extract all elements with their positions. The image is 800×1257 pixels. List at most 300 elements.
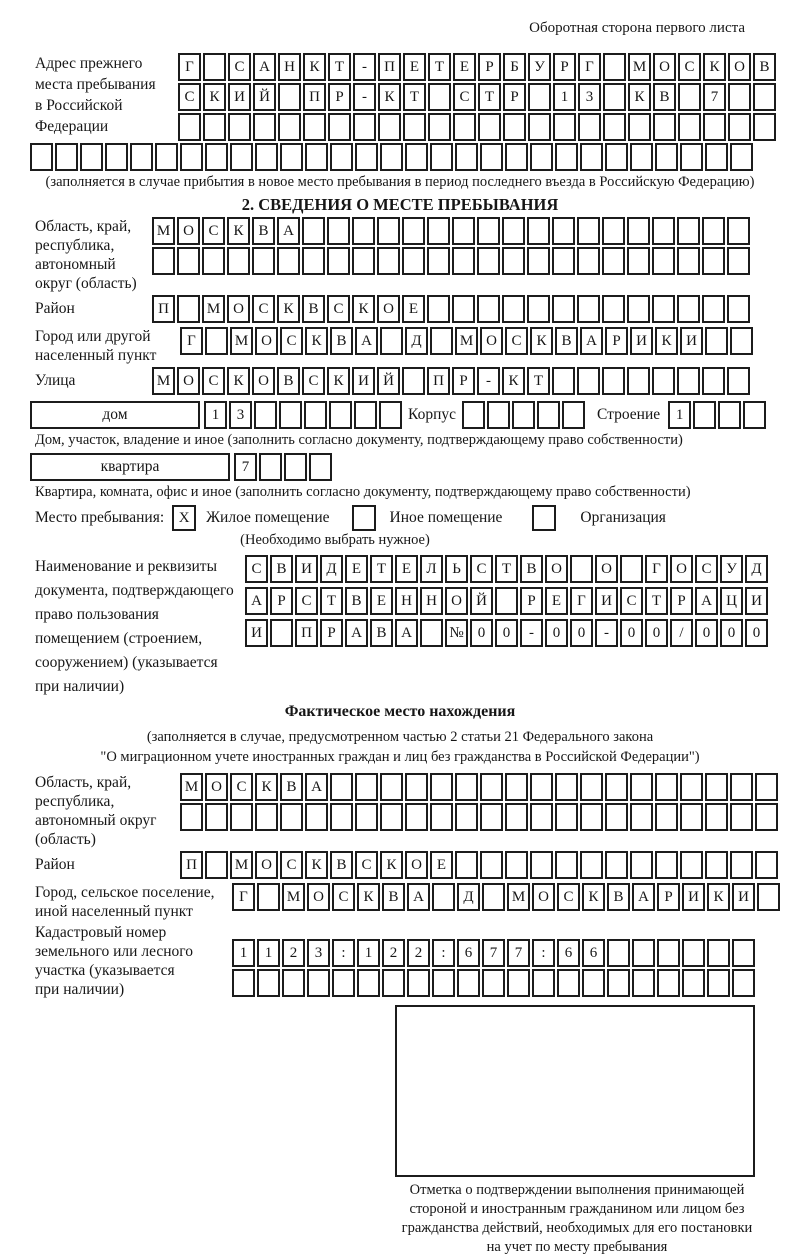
char-box[interactable]: Е [430,851,453,879]
char-box[interactable] [730,327,753,355]
char-box[interactable]: И [745,587,768,615]
char-box[interactable] [377,217,400,245]
char-box[interactable] [732,939,755,967]
char-box[interactable]: 1 [204,401,227,429]
char-box[interactable]: : [532,939,555,967]
char-box[interactable]: П [427,367,450,395]
char-box[interactable] [682,969,705,997]
char-box[interactable]: В [302,295,325,323]
char-box[interactable] [379,401,402,429]
char-box[interactable]: К [227,367,250,395]
char-box[interactable]: Р [320,619,343,647]
char-box[interactable] [607,939,630,967]
char-box[interactable] [427,217,450,245]
char-box[interactable] [305,803,328,831]
char-box[interactable]: Е [395,555,418,583]
char-box[interactable] [252,247,275,275]
char-box[interactable] [503,113,526,141]
char-box[interactable]: / [670,619,693,647]
char-box[interactable] [254,401,277,429]
char-box[interactable] [259,453,282,481]
char-box[interactable] [330,773,353,801]
char-box[interactable] [528,113,551,141]
char-box[interactable]: Г [180,327,203,355]
char-box[interactable] [427,295,450,323]
char-box[interactable] [203,53,226,81]
checkbox-organizatsiya[interactable] [532,505,556,531]
char-box[interactable]: К [327,367,350,395]
char-box[interactable]: О [405,851,428,879]
char-box[interactable] [743,401,766,429]
char-box[interactable] [632,939,655,967]
char-box[interactable] [655,803,678,831]
char-box[interactable] [755,773,778,801]
char-box[interactable] [603,113,626,141]
char-box[interactable] [655,851,678,879]
char-box[interactable] [728,113,751,141]
char-box[interactable]: 7 [234,453,257,481]
char-box[interactable]: А [253,53,276,81]
char-box[interactable]: В [330,327,353,355]
char-box[interactable]: М [202,295,225,323]
char-box[interactable]: И [732,883,755,911]
char-box[interactable]: С [355,851,378,879]
char-box[interactable] [678,83,701,111]
char-box[interactable] [430,143,453,171]
char-box[interactable]: Д [320,555,343,583]
char-box[interactable]: М [152,217,175,245]
char-box[interactable]: Ц [720,587,743,615]
char-box[interactable]: В [607,883,630,911]
char-box[interactable] [332,969,355,997]
char-box[interactable]: Т [328,53,351,81]
char-box[interactable]: Р [520,587,543,615]
char-box[interactable]: Т [645,587,668,615]
char-box[interactable] [702,217,725,245]
char-box[interactable] [353,113,376,141]
char-box[interactable]: С [453,83,476,111]
char-box[interactable] [705,803,728,831]
char-box[interactable]: Ь [445,555,468,583]
char-box[interactable] [703,113,726,141]
char-box[interactable] [680,143,703,171]
char-box[interactable] [727,295,750,323]
char-box[interactable] [552,247,575,275]
char-box[interactable] [80,143,103,171]
char-box[interactable]: С [230,773,253,801]
char-box[interactable] [693,401,716,429]
char-box[interactable]: 0 [545,619,568,647]
char-box[interactable] [452,217,475,245]
char-box[interactable]: К [255,773,278,801]
char-box[interactable] [652,217,675,245]
char-box[interactable] [505,773,528,801]
char-box[interactable] [55,143,78,171]
char-box[interactable]: В [555,327,578,355]
char-box[interactable] [455,803,478,831]
char-box[interactable]: О [252,367,275,395]
char-box[interactable] [753,83,776,111]
char-box[interactable] [355,143,378,171]
char-box[interactable]: К [227,217,250,245]
char-box[interactable]: П [152,295,175,323]
char-box[interactable] [152,247,175,275]
char-box[interactable] [678,113,701,141]
char-box[interactable]: Н [420,587,443,615]
char-box[interactable]: У [528,53,551,81]
char-box[interactable]: К [303,53,326,81]
char-box[interactable]: О [255,851,278,879]
char-box[interactable]: К [707,883,730,911]
char-box[interactable] [562,401,585,429]
char-box[interactable] [530,851,553,879]
char-box[interactable] [603,83,626,111]
char-box[interactable] [555,143,578,171]
char-box[interactable] [580,803,603,831]
char-box[interactable] [330,803,353,831]
char-box[interactable] [403,113,426,141]
char-box[interactable] [555,851,578,879]
char-box[interactable] [557,969,580,997]
char-box[interactable] [328,113,351,141]
char-box[interactable] [382,969,405,997]
char-box[interactable]: А [345,619,368,647]
char-box[interactable] [130,143,153,171]
char-box[interactable]: Т [428,53,451,81]
char-box[interactable]: А [395,619,418,647]
char-box[interactable] [607,969,630,997]
char-box[interactable] [552,295,575,323]
char-box[interactable]: Г [232,883,255,911]
char-box[interactable] [705,327,728,355]
char-box[interactable] [180,143,203,171]
char-box[interactable]: П [295,619,318,647]
char-box[interactable]: Н [395,587,418,615]
char-box[interactable]: А [305,773,328,801]
char-box[interactable] [202,247,225,275]
char-box[interactable] [755,803,778,831]
char-box[interactable] [628,113,651,141]
char-box[interactable]: Р [670,587,693,615]
char-box[interactable] [304,401,327,429]
char-box[interactable] [537,401,560,429]
char-box[interactable] [477,217,500,245]
char-box[interactable]: Н [278,53,301,81]
char-box[interactable] [705,143,728,171]
char-box[interactable] [230,803,253,831]
char-box[interactable]: О [653,53,676,81]
char-box[interactable] [205,143,228,171]
char-box[interactable]: Л [420,555,443,583]
char-box[interactable] [602,367,625,395]
char-box[interactable]: М [282,883,305,911]
char-box[interactable]: К [305,851,328,879]
char-box[interactable] [428,113,451,141]
char-box[interactable] [284,453,307,481]
char-box[interactable]: К [530,327,553,355]
char-box[interactable]: И [682,883,705,911]
char-box[interactable] [730,851,753,879]
char-box[interactable]: В [520,555,543,583]
char-box[interactable]: Й [470,587,493,615]
char-box[interactable]: О [227,295,250,323]
char-box[interactable]: 7 [482,939,505,967]
char-box[interactable] [732,969,755,997]
char-box[interactable] [352,217,375,245]
char-box[interactable] [502,247,525,275]
char-box[interactable] [430,773,453,801]
char-box[interactable] [730,773,753,801]
checkbox-zhiloe[interactable]: X [172,505,196,531]
char-box[interactable]: О [177,217,200,245]
char-box[interactable]: - [520,619,543,647]
char-box[interactable]: 0 [695,619,718,647]
char-box[interactable] [405,773,428,801]
char-box[interactable] [455,143,478,171]
char-box[interactable]: П [180,851,203,879]
char-box[interactable]: Д [745,555,768,583]
char-box[interactable]: С [332,883,355,911]
char-box[interactable] [270,619,293,647]
char-box[interactable] [630,851,653,879]
char-box[interactable]: М [230,851,253,879]
char-box[interactable]: Г [578,53,601,81]
char-box[interactable]: Р [478,53,501,81]
char-box[interactable] [677,217,700,245]
char-box[interactable] [680,803,703,831]
char-box[interactable]: Й [377,367,400,395]
char-box[interactable]: Д [457,883,480,911]
char-box[interactable] [505,803,528,831]
char-box[interactable] [682,939,705,967]
char-box[interactable] [512,401,535,429]
char-box[interactable]: 6 [582,939,605,967]
char-box[interactable]: 2 [382,939,405,967]
char-box[interactable] [427,247,450,275]
char-box[interactable]: И [228,83,251,111]
char-box[interactable]: Р [452,367,475,395]
char-box[interactable] [430,327,453,355]
char-box[interactable] [677,295,700,323]
char-box[interactable]: С [280,851,303,879]
char-box[interactable] [280,803,303,831]
char-box[interactable] [480,773,503,801]
char-box[interactable] [578,113,601,141]
char-box[interactable]: И [295,555,318,583]
char-box[interactable] [502,217,525,245]
char-box[interactable]: И [245,619,268,647]
char-box[interactable] [253,113,276,141]
char-box[interactable]: К [502,367,525,395]
char-box[interactable]: О [532,883,555,911]
char-box[interactable]: К [378,83,401,111]
char-box[interactable] [477,295,500,323]
char-box[interactable] [105,143,128,171]
char-box[interactable]: В [252,217,275,245]
char-box[interactable]: Р [657,883,680,911]
char-box[interactable]: 0 [570,619,593,647]
char-box[interactable] [177,247,200,275]
char-box[interactable]: А [355,327,378,355]
char-box[interactable]: К [628,83,651,111]
char-box[interactable]: О [255,327,278,355]
char-box[interactable] [727,217,750,245]
char-box[interactable] [180,803,203,831]
char-box[interactable] [309,453,332,481]
char-box[interactable] [605,851,628,879]
char-box[interactable]: 2 [282,939,305,967]
char-box[interactable] [482,969,505,997]
char-box[interactable] [577,295,600,323]
checkbox-inoe[interactable] [352,505,376,531]
char-box[interactable]: Р [270,587,293,615]
char-box[interactable] [205,851,228,879]
char-box[interactable] [655,143,678,171]
char-box[interactable] [652,247,675,275]
char-box[interactable] [507,969,530,997]
char-box[interactable] [627,367,650,395]
char-box[interactable]: 1 [357,939,380,967]
char-box[interactable] [378,113,401,141]
char-box[interactable] [178,113,201,141]
char-box[interactable] [377,247,400,275]
char-box[interactable]: Е [402,295,425,323]
char-box[interactable] [728,83,751,111]
char-box[interactable]: 0 [495,619,518,647]
char-box[interactable]: С [695,555,718,583]
char-box[interactable] [753,113,776,141]
char-box[interactable] [702,295,725,323]
char-box[interactable] [577,217,600,245]
char-box[interactable]: О [307,883,330,911]
char-box[interactable] [530,143,553,171]
char-box[interactable] [605,773,628,801]
char-box[interactable] [605,143,628,171]
char-box[interactable]: Й [253,83,276,111]
char-box[interactable] [495,587,518,615]
char-box[interactable]: В [270,555,293,583]
char-box[interactable] [577,367,600,395]
char-box[interactable]: Р [605,327,628,355]
char-box[interactable]: И [680,327,703,355]
char-box[interactable]: К [380,851,403,879]
char-box[interactable]: : [432,939,455,967]
char-box[interactable] [602,247,625,275]
char-box[interactable] [305,143,328,171]
char-box[interactable] [380,773,403,801]
char-box[interactable]: 3 [307,939,330,967]
char-box[interactable] [307,969,330,997]
char-box[interactable]: 3 [578,83,601,111]
char-box[interactable]: С [202,217,225,245]
char-box[interactable]: М [628,53,651,81]
char-box[interactable]: 3 [229,401,252,429]
char-box[interactable] [652,295,675,323]
char-box[interactable] [627,295,650,323]
char-box[interactable]: Д [405,327,428,355]
char-box[interactable] [205,327,228,355]
char-box[interactable] [632,969,655,997]
char-box[interactable] [527,217,550,245]
char-box[interactable]: О [545,555,568,583]
char-box[interactable] [605,803,628,831]
char-box[interactable] [302,247,325,275]
char-box[interactable]: А [580,327,603,355]
char-box[interactable]: 6 [557,939,580,967]
char-box[interactable]: С [302,367,325,395]
char-box[interactable] [432,969,455,997]
char-box[interactable] [680,773,703,801]
char-box[interactable] [552,367,575,395]
char-box[interactable] [620,555,643,583]
char-box[interactable] [354,401,377,429]
char-box[interactable] [570,555,593,583]
char-box[interactable] [602,295,625,323]
char-box[interactable]: Г [570,587,593,615]
char-box[interactable] [432,883,455,911]
char-box[interactable]: Б [503,53,526,81]
char-box[interactable]: С [620,587,643,615]
char-box[interactable]: 0 [620,619,643,647]
char-box[interactable]: К [352,295,375,323]
char-box[interactable]: Р [503,83,526,111]
char-box[interactable] [232,969,255,997]
char-box[interactable]: К [655,327,678,355]
char-box[interactable]: Е [403,53,426,81]
char-box[interactable] [630,773,653,801]
char-box[interactable]: А [695,587,718,615]
char-box[interactable]: Г [178,53,201,81]
char-box[interactable] [452,247,475,275]
char-box[interactable]: 2 [407,939,430,967]
char-box[interactable] [177,295,200,323]
char-box[interactable] [230,143,253,171]
char-box[interactable] [553,113,576,141]
char-box[interactable]: А [277,217,300,245]
char-box[interactable]: М [180,773,203,801]
char-box[interactable]: В [382,883,405,911]
char-box[interactable] [357,969,380,997]
char-box[interactable] [677,247,700,275]
char-box[interactable]: О [670,555,693,583]
char-box[interactable] [530,773,553,801]
char-box[interactable]: 1 [553,83,576,111]
char-box[interactable] [420,619,443,647]
char-box[interactable] [652,367,675,395]
char-box[interactable] [602,217,625,245]
char-box[interactable] [505,143,528,171]
char-box[interactable]: С [557,883,580,911]
char-box[interactable]: - [353,83,376,111]
char-box[interactable] [727,247,750,275]
char-box[interactable] [278,113,301,141]
char-box[interactable]: 7 [507,939,530,967]
char-box[interactable] [755,851,778,879]
char-box[interactable]: М [230,327,253,355]
char-box[interactable] [428,83,451,111]
char-box[interactable] [680,851,703,879]
char-box[interactable] [455,851,478,879]
char-box[interactable]: П [378,53,401,81]
char-box[interactable] [477,247,500,275]
char-box[interactable]: К [203,83,226,111]
char-box[interactable] [707,939,730,967]
char-box[interactable]: А [407,883,430,911]
char-box[interactable] [502,295,525,323]
char-box[interactable] [505,851,528,879]
char-box[interactable]: : [332,939,355,967]
char-box[interactable]: К [277,295,300,323]
